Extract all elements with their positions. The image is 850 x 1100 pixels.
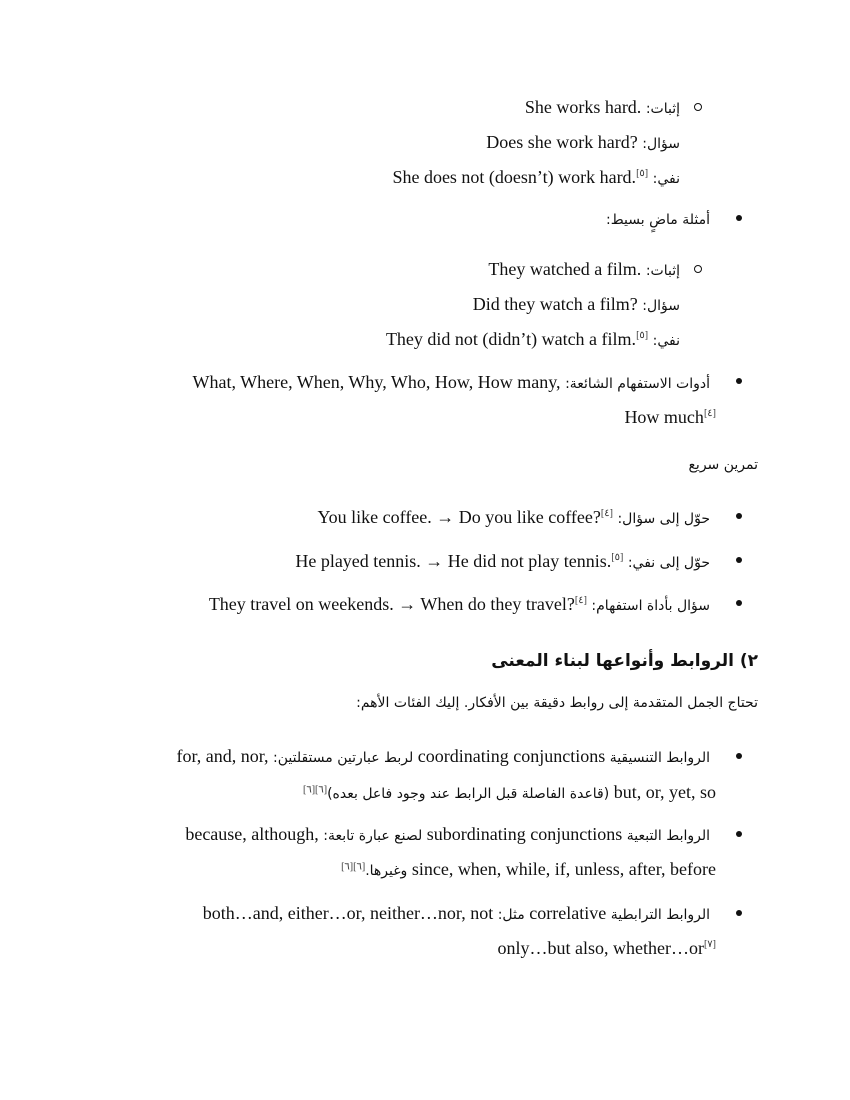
citation-link[interactable]: [٤] <box>703 408 716 419</box>
correlative-list-text: only…but also, whether…or <box>497 938 704 958</box>
exercise-text-content: They travel on weekends. → When do they travel? <box>208 594 575 614</box>
bullet-icon <box>736 831 742 837</box>
bullet-icon <box>736 600 742 606</box>
coordinating-desc: لربط عبارتين مستقلتين: <box>273 750 414 766</box>
affirmative-label: إثبات: <box>645 101 680 117</box>
subordinating-term: subordinating conjunctions <box>426 824 623 844</box>
past-heading-line <box>606 207 710 231</box>
subordinating-list: because, although, <box>185 824 319 844</box>
correlative-term: correlative <box>529 903 607 923</box>
subordinating-line1 <box>185 823 710 847</box>
exercise-item-2 <box>295 550 710 574</box>
present-negative-line <box>392 166 680 190</box>
question-words-label: أدوات الاستفهام الشائعة: <box>565 376 710 392</box>
correlative-line2 <box>497 937 716 959</box>
coordinating-list-cont: but, or, yet, so <box>613 782 716 802</box>
exercise-text-content: He played tennis. → He did not play tennis. <box>295 551 612 571</box>
negative-sentence <box>386 329 648 349</box>
coordinating-line2 <box>303 781 716 805</box>
bullet-icon <box>736 378 742 384</box>
section-heading: ٢) الروابط وأنواعها لبناء المعنى <box>491 651 758 671</box>
past-affirmative-line <box>488 258 680 282</box>
affirmative-sentence: They watched a film. <box>488 259 642 279</box>
coordinating-note-text: (قاعدة الفاصلة قبل الرابط عند وجود فاعل بعده) <box>327 786 610 802</box>
question-words-list-cont <box>624 407 716 427</box>
correlative-list-cont <box>497 938 716 958</box>
past-question-line <box>473 293 680 317</box>
citation-link[interactable]: [٥] <box>636 168 649 179</box>
exercise-label: حوّل إلى سؤال: <box>617 511 710 527</box>
correlative-desc: مثل: <box>497 907 525 923</box>
negative-label: نفي: <box>652 333 680 349</box>
coordinating-term: coordinating conjunctions <box>417 746 606 766</box>
question-label: سؤال: <box>642 298 680 314</box>
citation-link[interactable]: [٥] <box>636 330 649 341</box>
subordinating-label: الروابط التبعية <box>626 828 710 844</box>
past-heading: أمثلة ماضٍ بسيط: <box>606 212 710 228</box>
affirmative-sentence: She works hard. <box>524 97 642 117</box>
subordinating-note-text: وغيرها. <box>365 863 408 879</box>
exercise-text <box>209 594 587 614</box>
bullet-icon <box>736 753 742 759</box>
subordinating-list-cont: since, when, while, if, unless, after, before <box>411 859 716 879</box>
bullet-icon <box>736 910 742 916</box>
negative-sentence <box>392 167 648 187</box>
present-question-line <box>486 131 680 155</box>
question-words-line2 <box>624 406 716 428</box>
subordinating-line2 <box>341 858 716 882</box>
bullet-icon <box>736 513 742 519</box>
question-sentence: Does she work hard? <box>486 132 638 152</box>
citation-link[interactable]: [٧] <box>703 939 716 950</box>
circle-bullet-icon <box>694 265 702 273</box>
question-label: سؤال: <box>642 136 680 152</box>
negative-label: نفي: <box>652 171 680 187</box>
exercise-item-3 <box>209 593 710 617</box>
exercise-text <box>295 551 623 571</box>
exercise-text <box>317 507 613 527</box>
question-words-list: What, Where, When, Why, Who, How, How many, <box>192 372 561 392</box>
citation-link[interactable]: [٦][٦] <box>302 784 328 796</box>
exercise-item-1 <box>317 506 710 530</box>
question-words-line1 <box>192 371 710 395</box>
question-sentence: Did they watch a film? <box>472 294 638 314</box>
exercise-title: تمرين سريع <box>688 457 758 473</box>
negative-sentence-text: She does not (doesn’t) work hard. <box>392 167 637 187</box>
citation-link[interactable]: [٦][٦] <box>341 861 366 873</box>
coordinating-list: for, and, nor, <box>176 746 269 766</box>
exercise-label: حوّل إلى نفي: <box>627 555 710 571</box>
bullet-icon <box>736 557 742 563</box>
subordinating-desc: لصنع عبارة تابعة: <box>323 828 423 844</box>
negative-sentence-text: They did not (didn’t) watch a film. <box>385 329 637 349</box>
exercise-label: سؤال بأداة استفهام: <box>591 598 710 614</box>
circle-bullet-icon <box>694 103 702 111</box>
citation-link[interactable]: [٤] <box>574 595 587 606</box>
past-negative-line <box>386 328 680 352</box>
exercise-text-content: You like coffee. → Do you like coffee? <box>317 507 601 527</box>
correlative-label: الروابط الترابطية <box>610 907 710 923</box>
present-affirmative-line <box>525 96 680 120</box>
citation-link[interactable]: [٥] <box>611 552 624 563</box>
question-words-text: How much <box>624 407 704 427</box>
section-intro: تحتاج الجمل المتقدمة إلى روابط دقيقة بين الأفكار. إليك الفئات الأهم: <box>356 695 758 711</box>
correlative-list: both…and, either…or, neither…nor, not <box>202 903 494 923</box>
coordinating-label: الروابط التنسيقية <box>609 750 710 766</box>
coordinating-line1 <box>176 745 710 769</box>
bullet-icon <box>736 215 742 221</box>
affirmative-label: إثبات: <box>645 263 680 279</box>
coordinating-note <box>303 786 609 802</box>
correlative-line1 <box>203 902 710 926</box>
citation-link[interactable]: [٤] <box>600 508 613 519</box>
subordinating-note <box>341 863 407 879</box>
